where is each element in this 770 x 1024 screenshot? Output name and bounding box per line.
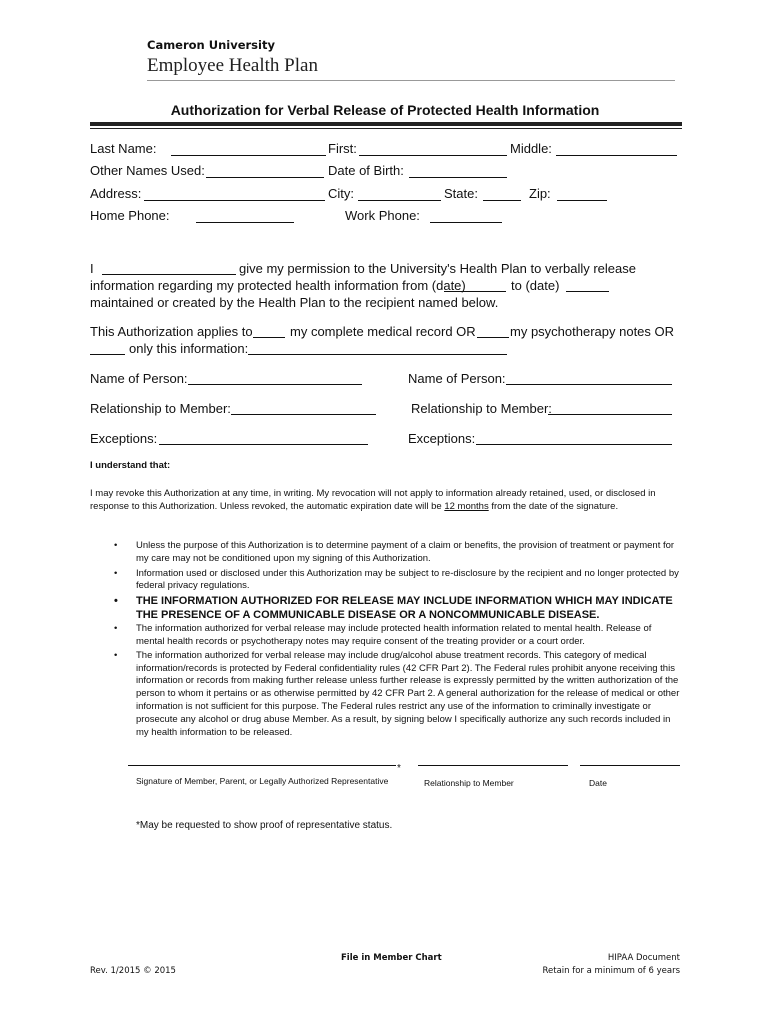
form-title: Authorization for Verbal Release of Protected Health Information (170, 102, 600, 118)
list-item (90, 650, 682, 740)
first-name-label: First: (328, 141, 357, 156)
title-rule-thick (90, 122, 682, 126)
footer-hipaa: HIPAA Document (607, 953, 680, 963)
relationship-left-label: Relationship to Member: (90, 401, 231, 416)
expiration-period: 12 months (444, 501, 489, 513)
middle-name-field[interactable] (556, 155, 677, 156)
zip-label: Zip: (529, 186, 551, 201)
bullet-text: THE INFORMATION AUTHORIZED FOR RELEASE MAY INCLUDE INFORMATION WHICH MAY INDICATE THE PRESENCE OF A COMMUNICABLE DISEASE OR A NONCOMMUNICABLE DISEASE. (136, 595, 673, 622)
sig-date-field[interactable] (580, 765, 680, 766)
bullet-icon: • (114, 540, 118, 551)
from-date-field[interactable] (444, 291, 506, 292)
address-field[interactable] (144, 200, 325, 201)
relationship-right-label: Relationship to Member: (411, 401, 552, 416)
revocation-text-b: from the date of the signature. (488, 501, 619, 513)
only-info-check-field[interactable] (90, 354, 125, 355)
name-of-person-right-label: Name of Person: (408, 371, 506, 386)
signature-asterisk: * (397, 763, 401, 774)
exceptions-right-label: Exceptions: (408, 431, 476, 446)
city-field[interactable] (358, 200, 441, 201)
bullet-icon: • (114, 649, 118, 661)
revocation-text-a: I may revoke this Authorization at any time, in writing. My revocation will not apply to information already retained, used, or disclosed in response to this Authorization. Unless revoked, the automatic expiration date will be (90, 488, 656, 513)
name-of-person-right-field[interactable] (506, 384, 672, 385)
name-of-person-left-field[interactable] (188, 384, 362, 385)
to-date-label: to (date) (511, 278, 560, 293)
work-phone-label: Work Phone: (345, 208, 420, 223)
sig-date-label: Date (589, 778, 607, 788)
state-label: State: (444, 186, 478, 201)
home-phone-label: Home Phone: (90, 208, 170, 223)
dob-field[interactable] (409, 177, 507, 178)
state-field[interactable] (483, 200, 521, 201)
permission-line1: give my permission to the University's Health Plan to verbally release (239, 261, 636, 276)
complete-record-field[interactable] (253, 337, 285, 338)
only-info-label: only this information: (129, 341, 249, 356)
last-name-field[interactable] (171, 155, 326, 156)
bullet-text: Information used or disclosed under this Authorization may be subject to re-disclosure by the recipient and no longer protected by federal privacy regulations. (136, 567, 679, 592)
understand-heading: I understand that: (90, 460, 171, 471)
list-item (90, 540, 682, 566)
relationship-right-field[interactable] (548, 414, 672, 415)
home-phone-field[interactable] (196, 222, 294, 223)
exceptions-left-field[interactable] (159, 444, 368, 445)
terms-list (90, 540, 682, 739)
footer-revision: Rev. 1/2015 © 2015 (90, 966, 176, 976)
last-name-label: Last Name: (90, 141, 157, 156)
only-info-field[interactable] (248, 354, 507, 355)
list-item (90, 594, 682, 622)
psychotherapy-notes-field[interactable] (477, 337, 509, 338)
footer-retention: Retain for a minimum of 6 years (542, 966, 680, 976)
city-label: City: (328, 186, 354, 201)
bullet-icon: • (114, 595, 118, 608)
bullet-icon: • (114, 623, 118, 635)
work-phone-field[interactable] (430, 222, 502, 223)
middle-name-label: Middle: (510, 141, 552, 156)
header-divider (147, 80, 675, 81)
list-item (90, 568, 682, 594)
bullet-text: The information authorized for verbal release may include drug/alcohol abuse treatment records. This category of medical information/records is protected by Federal confidentiality rules (42 CFR Part 2). The Federal rules prohibit anyone receiving this information or records from making further release unless further release is expressly permitted by the written authorization of the person to whom it pertains or as otherwise permitted by 42 CFR Part 2. A general authorization for the release of medical or other information is not sufficient for this purpose. The Federal rules restrict any use of the information to criminally investigate or prosecute any alcohol or drug abuse Member. As a result, by signing below I specifically authorize any such records included in my health information to be released. (136, 649, 680, 738)
revocation-paragraph (90, 487, 680, 514)
to-date-field[interactable] (566, 291, 609, 292)
psychotherapy-notes-label: my psychotherapy notes OR (510, 324, 675, 339)
university-name: Cameron University (147, 38, 275, 52)
relationship-left-field[interactable] (231, 414, 376, 415)
bullet-text: Unless the purpose of this Authorization is to determine payment of a claim or benefits, the provision of treatment or payment for my care may not be conditioned upon my signing of this Authorization. (136, 540, 675, 564)
permission-i: I (90, 261, 94, 276)
footer-center: File in Member Chart (341, 953, 442, 963)
address-label: Address: (90, 186, 142, 201)
plan-name: Employee Health Plan (147, 55, 318, 76)
signature-field[interactable] (128, 765, 396, 766)
complete-record-label: my complete medical record OR (290, 324, 476, 339)
other-names-label: Other Names Used: (90, 163, 205, 178)
sig-relationship-label: Relationship to Member (424, 778, 514, 788)
dob-label: Date of Birth: (328, 163, 404, 178)
other-names-field[interactable] (206, 177, 324, 178)
representative-note: *May be requested to show proof of representative status. (136, 820, 393, 831)
permission-line3: maintained or created by the Health Plan to the recipient named below. (90, 295, 499, 310)
permission-line2: information regarding my protected health information from (date) (90, 278, 466, 293)
bullet-icon: • (114, 567, 118, 579)
exceptions-left-label: Exceptions: (90, 431, 158, 446)
title-rule-thin (90, 128, 682, 129)
exceptions-right-field[interactable] (476, 444, 672, 445)
authorizer-name-field[interactable] (102, 274, 236, 275)
list-item (90, 623, 682, 649)
applies-label: This Authorization applies to (90, 324, 253, 339)
sig-relationship-field[interactable] (418, 765, 568, 766)
zip-field[interactable] (557, 200, 607, 201)
bullet-text: The information authorized for verbal release may include protected health information related to mental health. Release of mental health records or psychotherapy notes may require consent of the treating provider or a court order. (136, 623, 652, 647)
name-of-person-left-label: Name of Person: (90, 371, 188, 386)
signature-label: Signature of Member, Parent, or Legally Authorized Representative (136, 776, 389, 786)
first-name-field[interactable] (359, 155, 507, 156)
